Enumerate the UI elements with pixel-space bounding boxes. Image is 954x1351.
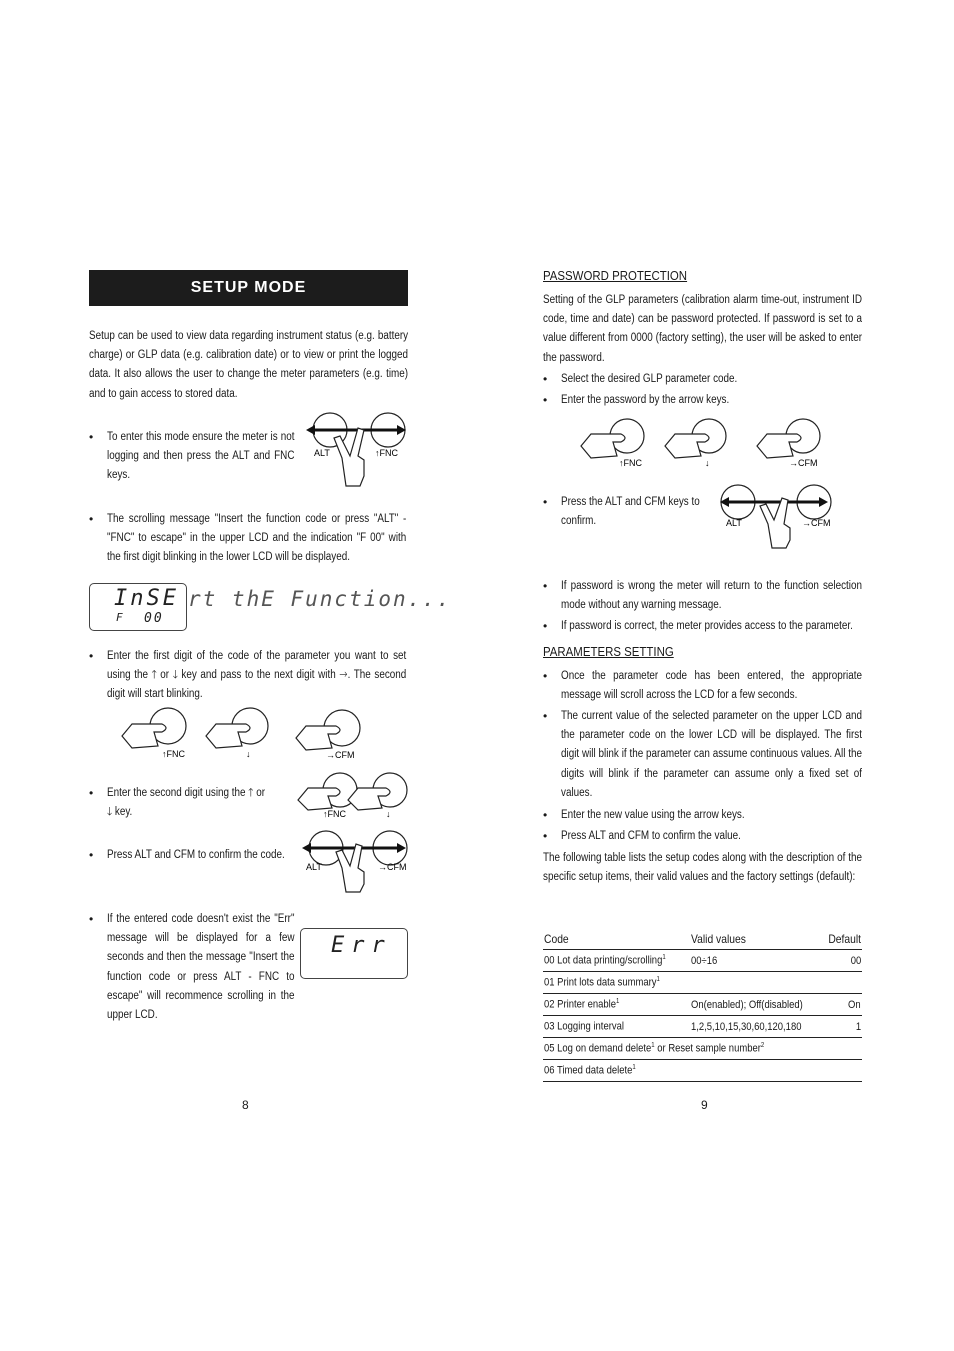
up-arrow-icon: 🡑 — [248, 787, 254, 799]
table-intro-paragraph: The following table lists the setup codes along with the description of the specific setup items, their valid values and the factory settings (default): — [543, 852, 863, 884]
svg-text:↓: ↓ — [705, 458, 710, 468]
down-key-icon — [206, 708, 268, 759]
pw-alt-cfm-keys-illustration — [718, 484, 832, 550]
password-protection-paragraph: Setting of the GLP parameters (calibration alarm time-out, instrument ID code, time and date) can be password protected. If password is set to a value different from 0000 (factory setting), the user will be asked to enter the password. — [543, 294, 863, 364]
cfm-key-icon — [757, 419, 820, 468]
svg-text:↓: ↓ — [246, 749, 251, 759]
setup-codes-table — [543, 928, 862, 1082]
intro-paragraph — [89, 327, 460, 404]
page-number-left: 8 — [242, 1098, 249, 1112]
svg-text:→CFM: →CFM — [802, 518, 831, 528]
fnc-down-cfm-keys-illustration — [118, 706, 368, 762]
svg-text:↑FNC: ↑FNC — [162, 749, 185, 759]
page-number-right: 9 — [701, 1098, 708, 1112]
svg-text:↑FNC: ↑FNC — [323, 809, 346, 819]
fnc-label: ↑FNC — [375, 448, 398, 458]
alt-cfm-keys-illustration — [298, 828, 410, 894]
bullet-text: The scrolling message "Insert the function code or press "ALT" - "FNC" to escape" in the upper LCD and the indication "F 00" with the first digit blinking in the lower LCD will be displayed. — [107, 513, 407, 564]
right-arrow-icon: 🡒 — [339, 669, 348, 682]
down-arrow-icon: 🡓 — [172, 669, 178, 682]
fnc-key-icon — [122, 708, 186, 759]
table-row: 00 Lot data printing/scrolling$^1$ 00÷16 00 — [543, 950, 862, 972]
svg-text:↓: ↓ — [386, 809, 391, 819]
alt-label: ALT — [314, 448, 330, 458]
svg-text:→CFM: →CFM — [789, 458, 818, 468]
parameters-setting-heading: PARAMETERS SETTING — [543, 644, 674, 659]
svg-text:↑FNC: ↑FNC — [619, 458, 642, 468]
down-key-icon — [348, 773, 407, 819]
svg-text:→CFM: →CFM — [326, 750, 355, 760]
lcd-err: Err — [300, 928, 408, 979]
hand-icon — [336, 844, 364, 892]
table-row: 06 Timed data delete$^1$ — [543, 1060, 862, 1082]
table-row: 05 Log on demand delete$^1$ or Reset sample number$^2$ — [543, 1038, 862, 1060]
table-row: 03 Logging interval 1,2,5,10,15,30,60,120,180 1 — [543, 1016, 862, 1038]
password-keys-illustration — [575, 418, 831, 472]
hand-icon — [760, 498, 790, 548]
fnc-down-keys-illustration — [296, 772, 410, 822]
down-arrow-icon: 🡓 — [107, 806, 113, 819]
table-row: 01 Print lots data summary$^1$ — [543, 972, 862, 994]
up-arrow-icon: 🡑 — [151, 669, 157, 682]
header-valid-values: Valid values — [690, 928, 822, 950]
intro-text: Setup can be used to view data regarding instrument status (e.g. battery charge) or GLP data (e.g. calibration date) or to view or print the logged data. It also allows the user to change the meter parameters (e.g. time) and to gain access to stored data. — [89, 330, 409, 400]
svg-text:→CFM: →CFM — [378, 862, 407, 872]
header-code: Code — [543, 928, 690, 950]
header-default: Default — [822, 928, 862, 950]
alt-fnc-keys-illustration — [300, 410, 410, 488]
bullet-text: To enter this mode ensure the meter is not logging and then press the ALT and FNC keys. — [107, 431, 295, 482]
svg-text:ALT: ALT — [306, 862, 322, 872]
fnc-key-icon — [581, 419, 644, 468]
section-title: SETUP MODE — [89, 270, 408, 306]
bullet-dot: • — [89, 430, 94, 444]
table-header-row — [543, 928, 862, 950]
fnc-key-icon — [298, 773, 357, 819]
hand-icon — [334, 428, 364, 486]
password-protection-heading: PASSWORD PROTECTION — [543, 268, 688, 283]
lcd-scrolling-text: rt thE Function... — [188, 587, 452, 611]
svg-text:ALT: ALT — [726, 518, 742, 528]
down-key-icon — [665, 419, 726, 468]
table-row: 02 Printer enable$^1$ On(enabled); Off(disabled) On — [543, 994, 862, 1016]
cfm-key-icon — [296, 710, 360, 760]
lcd-insert-function: InSE F 00 — [89, 583, 187, 631]
